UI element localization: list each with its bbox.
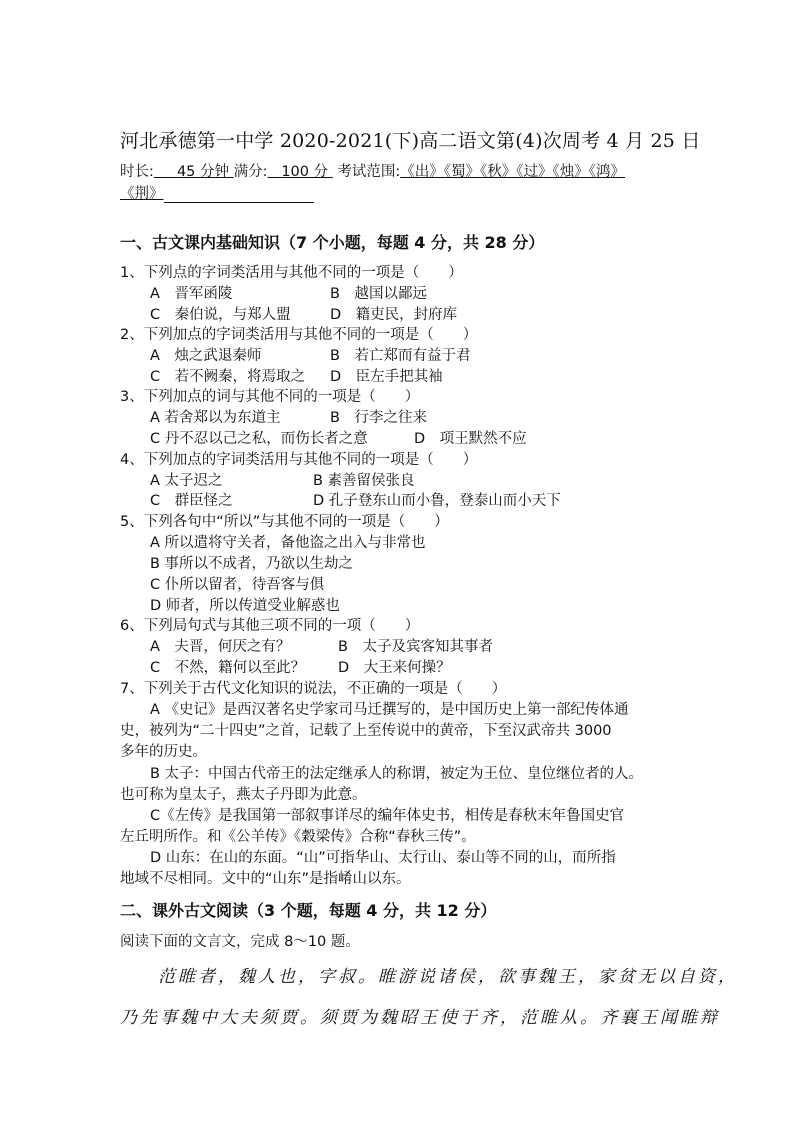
duration-value: 45 分钟 xyxy=(176,164,229,180)
q1-stem: 1、下列点的字词类活用与其他不同的一项是（ ） xyxy=(120,265,463,281)
q7-option-c-line2: 左丘明所作。和《公羊传》《穀梁传》合称“春秋三传”。 xyxy=(120,829,476,845)
q3-option-c: C 丹不忍以己之私，而伤长者之意 xyxy=(150,431,368,447)
q5-option-a: A 所以遣将守关者，备他盗之出入与非常也 xyxy=(150,535,426,551)
passage-line-1: 范睢者，魏人也，字叔。睢游说诸侯，欲事魏王，家贫无以自资， xyxy=(158,967,738,987)
exam-title: 河北承德第一中学 2020-2021(下)高二语文第(4)次周考 4 月 25 日 xyxy=(120,130,701,152)
section2-instruction: 阅读下面的文言文，完成 8～10 题。 xyxy=(120,934,360,950)
q7-option-d-line1: D 山东：在山的东面。“山”可指华山、太行山、泰山等不同的山，而所指 xyxy=(150,850,616,866)
q4-stem: 4、下列加点的字词类活用与其他不同的一项是（ ） xyxy=(120,452,478,468)
q2-option-d: D 臣左手把其袖 xyxy=(330,369,443,385)
section2-title: 二、课外古文阅读（3 个题，每题 4 分，共 12 分） xyxy=(120,901,497,920)
q2-option-a: A 烛之武退秦师 xyxy=(150,348,262,364)
q3-stem: 3、下列加点的词与其他不同的一项是（ ） xyxy=(120,389,420,405)
q1-option-b: B 越国以鄙远 xyxy=(330,286,427,302)
q7-option-c-line1: C《左传》是我国第一部叙事详尽的编年体史书，相传是春秋末年鲁国史官 xyxy=(150,808,625,824)
q6-stem: 6、下列局句式与其他三项不同的一项（ ） xyxy=(120,618,420,634)
q7-option-a-line3: 多年的历史。 xyxy=(120,744,207,760)
q7-option-a-line1: A 《史记》是西汉著名史学家司马迁撰写的，是中国历史上第一部纪传体通 xyxy=(150,702,629,718)
q7-option-a-line2: 史，被列为“二十四史”之首，记载了上至传说中的黄帝，下至汉武帝共 3000 xyxy=(120,723,612,739)
q6-option-b: B 太子及宾客知其事者 xyxy=(338,639,493,655)
q4-option-c: C 群臣怪之 xyxy=(150,493,233,509)
q7-option-d-line2: 地域不尽相同。文中的“山东”是指崤山以东。 xyxy=(120,871,411,887)
range-label: 考试范围: xyxy=(337,164,401,180)
q3-option-d: D 项王默然不应 xyxy=(414,431,527,447)
q4-option-a: A 太子迟之 xyxy=(150,473,223,489)
q7-option-b-line2: 也可称为皇太子，燕太子丹即为此意。 xyxy=(120,787,367,803)
q3-option-b: B 行李之往来 xyxy=(330,410,427,426)
q5-option-b: B 事所以不成者，乃欲以生劫之 xyxy=(150,556,354,572)
q4-option-d: D 孔子登东山而小鲁，登泰山而小天下 xyxy=(313,493,561,509)
range-value-continued: 《荆》 xyxy=(120,186,164,202)
q1-option-a: A 晋军函陵 xyxy=(150,286,233,302)
duration-label: 时长: xyxy=(120,164,154,180)
q2-option-c: C 若不阙秦，将焉取之 xyxy=(150,369,306,385)
q5-option-c: C 仆所以留者，待吾客与俱 xyxy=(150,577,325,593)
q2-option-b: B 若亡郑而有益于君 xyxy=(330,348,471,364)
q6-option-d: D 大王来何操？ xyxy=(338,660,451,676)
score-label: 满分: xyxy=(233,164,268,180)
exam-meta-continued xyxy=(120,182,314,203)
q4-option-b: B 素善留侯张良 xyxy=(313,473,415,489)
section1-title: 一、古文课内基础知识（7 个小题，每题 4 分，共 28 分） xyxy=(120,233,545,252)
q7-option-b-line1: B 太子：中国古代帝王的法定继承人的称谓，被定为王位、皇位继位者的人。 xyxy=(150,766,644,782)
q6-option-a: A 夫晋，何厌之有？ xyxy=(150,639,291,655)
passage-line-2: 乃先事魏中大夫须贾。须贾为魏昭王使于齐，范睢从。齐襄王闻睢辩 xyxy=(120,1008,720,1028)
q7-stem: 7、下列关于古代文化知识的说法，不正确的一项是（ ） xyxy=(120,681,507,697)
q5-option-d: D 师者，所以传道受业解惑也 xyxy=(150,598,340,614)
q6-option-c: C 不然，籍何以至此？ xyxy=(150,660,306,676)
q1-option-d: D 籍吏民，封府库 xyxy=(330,307,458,323)
range-blank-line xyxy=(164,188,314,203)
score-value: 100 分 xyxy=(281,164,329,180)
range-value: 《出》《蜀》《秋》《过》《烛》《鸿》 xyxy=(400,164,625,180)
q3-option-a: A 若舍郑以为东道主 xyxy=(150,410,281,426)
q2-stem: 2、下列加点的字词类活用与其他不同的一项是（ ） xyxy=(120,327,478,343)
q1-option-c: C 秦伯说，与郑人盟 xyxy=(150,307,291,323)
exam-meta xyxy=(120,160,625,181)
q5-stem: 5、下列各句中“所以”与其他不同的一项是（ ） xyxy=(120,514,449,530)
